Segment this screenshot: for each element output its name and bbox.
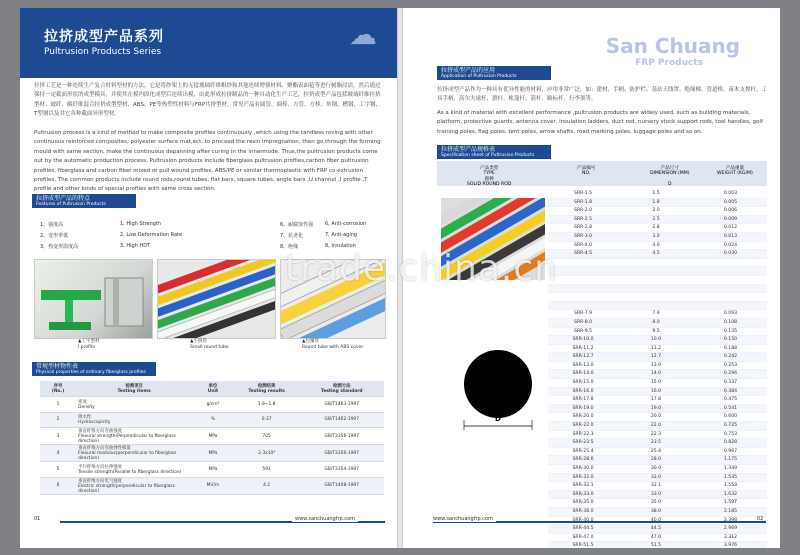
table-cell: 0.012	[723, 225, 738, 231]
table-cell: SRR-4.5	[573, 251, 593, 257]
table-cell: SRR-44.5	[572, 526, 594, 532]
table-cell: 30.0	[650, 466, 662, 471]
table-row	[548, 413, 767, 422]
table-cell: 0.188	[723, 345, 738, 351]
page-number: 01	[34, 516, 41, 522]
table-cell: SRR-32.1	[572, 483, 594, 489]
table-cell: 4.5	[652, 251, 660, 257]
table-cell: 2.5	[652, 216, 660, 222]
table-cell: 0.967	[723, 448, 738, 454]
table-cell: SRR-17.8	[572, 397, 594, 403]
page-number: 02	[757, 516, 764, 522]
table-cell: MPa	[192, 445, 234, 462]
table-cell: MV/m	[192, 477, 234, 494]
table-cell: SRR-38.0	[572, 508, 594, 514]
table-cell: 0.37	[234, 412, 300, 428]
table-row	[548, 534, 767, 543]
table-cell: 705	[234, 428, 300, 445]
table-cell: 32.0	[650, 474, 662, 480]
features-heading: 拉挤成型产品的特点 Features of Pultrusion Products	[32, 194, 136, 208]
table-cell: 19.0	[650, 405, 662, 411]
table-cell: GB/T1463-1997	[299, 397, 384, 413]
table-cell	[694, 267, 767, 275]
application-cn: 拉挤成型产品作为一种具有优异性能的材料，应用非常广泛，如：建材、手柄、防护栏、基站天线罩、绝缘梯、管道桥、苗木支撑杆、工具手柄、高尔夫球杆、旗杆、帐篷杆、箭杆、路标杆、行李架等。	[437, 87, 768, 103]
table-row	[40, 428, 384, 445]
table-cell: 1.597	[723, 500, 738, 506]
table-row	[548, 293, 767, 302]
brand-logo-text: San Chuang	[605, 34, 740, 58]
table-cell: SRR-2.8	[573, 225, 593, 231]
intro-cn: 拉挤工艺是一种连续生产复合材料型材的方法，它是将纱架上的无捻玻璃纤维粗纱和其他连续增强材料、聚酯表面毡等进行树脂浸渍，然后通过保持一定截面形状的成型模具，并使其在模内固化成型后连续出模，由此形成拉挤制品的一种自动化生产工艺。拉挤成型产品包括玻璃纤维拉挤型材、玻纤、碳纤维混合拉挤成型型材、ABS、PE等热塑性材料与FRP共挤型材，常见产品有圆管、圆棒、方管、方棒、角钢、槽钢、工字钢、T型钢以及其它各种截面异形型材。	[34, 83, 382, 118]
table-cell: GB/T1462-1997	[299, 412, 384, 428]
table-cell: 1.175	[723, 457, 738, 463]
i-profile-image	[34, 259, 153, 339]
feature-en: 3, High HDT	[120, 243, 151, 249]
table-row	[548, 362, 767, 371]
application-heading: 拉挤成型产品的应用 Application of Pultrusion Products	[437, 66, 551, 80]
table-cell: SRR-2.0	[573, 208, 593, 214]
properties-table	[40, 381, 384, 495]
table-cell: SRR-25.4	[572, 448, 594, 454]
table-cell: 0.013	[723, 233, 738, 239]
table-row	[40, 397, 384, 413]
table-cell: 2.185	[723, 508, 738, 514]
table-cell: SRR-32.0	[572, 474, 594, 480]
table-cell: 12.7	[650, 354, 662, 360]
table-cell: GB/T1408-1997	[299, 477, 384, 494]
feature-en: 6, Anti-corrosion	[325, 221, 367, 227]
table-cell: 8.0	[652, 319, 660, 325]
caption-small-tube: ▲小圆管 Small round tube	[190, 339, 229, 350]
table-row	[548, 465, 767, 474]
table-cell: 6	[40, 477, 76, 494]
table-cell: 2.8	[652, 225, 660, 231]
table-cell	[618, 259, 694, 267]
table-row	[548, 379, 767, 388]
table-cell	[548, 302, 618, 310]
table-cell: 0.753	[723, 431, 738, 437]
table-cell: SRR-30.0	[572, 466, 594, 471]
table-cell: 0.828	[723, 440, 738, 446]
column-header: 检测方法 Testing standard	[299, 381, 384, 397]
brand-sub-text: FRP Products	[635, 58, 703, 68]
table-cell: GB/T3354-1997	[299, 462, 384, 478]
table-row	[548, 336, 767, 345]
table-cell: 1.9~1.8	[234, 397, 300, 413]
table-cell: GB/T3356-1997	[299, 428, 384, 445]
table-cell: 4.2	[234, 477, 300, 494]
table-cell: 0.541	[723, 405, 738, 411]
table-cell: 10.0	[650, 337, 662, 343]
table-cell: SRR-23.5	[572, 440, 594, 446]
table-cell	[548, 293, 618, 301]
table-cell: 0.003	[723, 191, 738, 196]
table-cell: g/cm³	[192, 397, 234, 413]
table-cell: 1.553	[723, 483, 738, 489]
table-row	[548, 474, 767, 483]
table-cell: 591	[234, 462, 300, 478]
table-cell: 38.0	[650, 508, 662, 514]
table-cell: 32.1	[650, 483, 662, 489]
properties-heading: 常规型材物性表 Physical properties of ordinary fiberglass profiles	[32, 362, 156, 376]
page-title-en: Pultrusion Products Series	[44, 47, 162, 57]
table-cell: 0.009	[723, 216, 738, 222]
table-cell: SRR-8.0	[573, 319, 593, 325]
table-cell: 17.8	[650, 397, 662, 403]
table-row	[548, 250, 767, 259]
table-cell: SRR-20.0	[572, 414, 594, 420]
table-row	[548, 508, 767, 517]
column-header: 检测结果 Testing results	[234, 381, 300, 397]
table-cell: GB/T3356-1997	[299, 445, 384, 462]
column-header: 产品类型 TYPE 圆棒 SOLID ROUND ROD	[467, 166, 512, 187]
table-cell: SRR-1.8	[573, 199, 593, 205]
table-cell: 0.024	[723, 242, 738, 248]
table-row	[548, 285, 767, 294]
table-cell: SRR-12.7	[572, 354, 594, 360]
table-row	[548, 199, 767, 208]
table-cell: SRR-1.5	[573, 191, 593, 196]
table-cell: %	[192, 412, 234, 428]
table-row	[548, 276, 767, 285]
table-row	[548, 491, 767, 500]
table-cell: SRR-7.9	[573, 311, 593, 317]
table-row	[548, 233, 767, 242]
table-row	[548, 267, 767, 276]
table-cell: 28.0	[650, 457, 662, 463]
table-cell: 16.0	[650, 388, 662, 394]
table-cell	[618, 267, 694, 275]
table-cell: 0.093	[723, 311, 738, 317]
table-row	[548, 370, 767, 379]
table-row	[548, 190, 767, 199]
cross-section-diagram	[458, 344, 538, 436]
table-cell: SRR-19.0	[572, 405, 594, 411]
table-cell: 14.0	[650, 371, 662, 377]
feature-en: 2, Low Deformation Rate	[120, 232, 183, 238]
table-row	[548, 207, 767, 216]
table-cell: 3.0	[652, 233, 660, 239]
table-cell: SRR-11.2	[572, 345, 594, 351]
table-cell: 13.0	[650, 362, 662, 368]
table-cell: 1.5	[652, 191, 660, 196]
table-cell: SRR-47.0	[572, 534, 594, 540]
caption-abs-tube: ▲包覆管 Round tube with ABS cover	[302, 339, 364, 350]
table-row	[548, 345, 767, 354]
table-cell: 9.5	[652, 328, 660, 334]
feature-cn: 2、变形率低	[40, 233, 69, 239]
table-row	[548, 431, 767, 440]
table-cell: 35.0	[650, 500, 662, 506]
table-cell: 2.0	[652, 208, 660, 214]
table-cell: 3.976	[723, 543, 738, 548]
table-cell: 0.253	[723, 362, 738, 368]
column-header: 序号 (No.)	[40, 381, 76, 397]
table-cell: MPa	[192, 428, 234, 445]
table-cell	[548, 285, 618, 293]
table-row	[548, 216, 767, 225]
table-cell: 7.9	[652, 311, 660, 317]
feature-en: 8, Insulation	[325, 243, 356, 249]
table-cell: SRR-28.0	[572, 457, 594, 463]
table-row	[548, 405, 767, 414]
table-cell: 3.312	[723, 534, 738, 540]
table-cell: 2.969	[723, 526, 738, 532]
table-row	[548, 396, 767, 405]
table-cell: 1.632	[723, 491, 738, 497]
table-cell: 0.475	[723, 397, 738, 403]
table-row	[548, 242, 767, 251]
cloud-swirl-icon: ☁	[349, 18, 377, 51]
table-cell: SRR-10.0	[572, 337, 594, 343]
table-cell: 15.0	[650, 380, 662, 386]
table-row	[548, 310, 767, 319]
feature-en: 1, High Strength	[120, 221, 162, 227]
table-cell: SRR-15.0	[572, 380, 594, 386]
table-cell: SRR-4.0	[573, 242, 593, 248]
table-row	[548, 456, 767, 465]
table-row	[548, 499, 767, 508]
table-cell: 1	[40, 397, 76, 413]
table-cell: SRR-16.0	[572, 388, 594, 394]
spec-table-header	[437, 161, 767, 186]
table-cell: 33.0	[650, 491, 662, 497]
table-cell: 11.2	[650, 345, 662, 351]
table-row	[548, 525, 767, 534]
table-row	[548, 224, 767, 233]
table-cell: SRR-22.0	[572, 423, 594, 429]
table-cell: 1.8	[652, 199, 660, 205]
table-row	[548, 542, 767, 548]
table-cell: SRR-9.5	[573, 328, 593, 334]
feature-cn: 1、强度高	[40, 222, 64, 228]
table-cell: 0.294	[723, 371, 738, 377]
table-row	[548, 319, 767, 328]
column-header: 产品尺寸 DIMENSION (MM) D	[650, 166, 690, 187]
table-cell: 23.5	[650, 440, 662, 446]
table-cell	[618, 302, 694, 310]
feature-cn: 8、绝缘	[280, 244, 299, 250]
table-cell	[548, 259, 618, 267]
table-row	[548, 439, 767, 448]
table-cell: 0.600	[723, 414, 738, 420]
table-cell: SRR-33.0	[572, 491, 594, 497]
diameter-label: D	[495, 415, 501, 423]
table-cell: 0.242	[723, 354, 738, 360]
table-cell	[694, 285, 767, 293]
table-cell	[694, 259, 767, 267]
footer-url[interactable]: www.sanchuangfrp.com	[292, 516, 358, 522]
table-cell: MPa	[192, 462, 234, 478]
table-row	[40, 412, 384, 428]
application-en: As a kind of material with excellent performance ,pultrusion products are widely used, such as building materials, platform, protective guards, antenna cover, insulation ladders, duct rod, nursery stock support rods, tool handles, golf training poles, flag poles, tent poles, arrow shafts, road marking poles, luggage poles and so on.	[437, 110, 763, 135]
table-cell: SRR-3.0	[573, 233, 593, 239]
table-row	[548, 482, 767, 491]
table-cell: SRR-14.0	[572, 371, 594, 377]
table-cell: 0.006	[723, 208, 738, 214]
feature-cn: 3、热变形温度高	[40, 244, 79, 250]
table-cell: SRR-35.0	[572, 500, 594, 506]
table-cell: 0.725	[723, 423, 738, 429]
table-cell: SRR-2.5	[573, 216, 593, 222]
table-cell: 22.0	[650, 423, 662, 429]
column-header: 产品重量 WEIGHT (KG/M)	[717, 166, 753, 176]
table-cell: 5	[40, 462, 76, 478]
table-cell: 1.349	[723, 466, 738, 471]
feature-en: 7, Anti-aging	[325, 232, 358, 238]
column-header: 单位 Unit	[192, 381, 234, 397]
feature-cn: 7、抗老化	[280, 233, 304, 239]
table-cell: 22.3	[650, 431, 662, 437]
intro-en: Pultrusion process is a kind of method to make composite profiles continuously ,which using the tandless roving with other continuous reinforced composites, polyester surface mat,ect. to proceed the resin impregnation, then go through the forming mould with same section, make the continuous depanning after curing in the innermode. Thus,the pultrusion products come out by the automatic production process. Pultrusion products include fiberglass pultrusion profiles,carbon fiber pultrusion profiles, fiberglass and carbon fiber mixed or pull wound profiles, ABS/PE or similar thermoplastic with FRP co-extrusion profiles. The common products include round rods,round tubes, flat bars, square tubes, angle bars ,U channel ,I profile ,T profile and other kinds of special profiles with same cross section.	[34, 130, 381, 193]
table-cell: 2.3x10⁴	[234, 445, 300, 462]
table-row	[548, 448, 767, 457]
table-cell	[618, 285, 694, 293]
feature-cn: 6、耐腐蚀性强	[280, 222, 314, 228]
table-cell	[618, 276, 694, 284]
table-cell: SRR-22.3	[572, 431, 594, 437]
left-header-banner	[20, 8, 397, 78]
spec-heading: 拉挤成型产品规格表 Specification sheet of Pultrusion Products	[437, 145, 551, 159]
table-row	[548, 388, 767, 397]
table-row	[40, 445, 384, 462]
table-cell	[548, 276, 618, 284]
table-cell: 3	[40, 428, 76, 445]
table-cell: 4.0	[652, 242, 660, 248]
caption-i-profile: ▲工字型材 I profile	[78, 339, 100, 350]
table-cell: 垂直纤维方向弯曲强度 Flexural strength(Perpendicular to fiberglass direction)	[76, 428, 192, 445]
table-cell: 0.135	[723, 328, 738, 334]
table-row	[548, 353, 767, 362]
table-cell: 44.5	[650, 526, 662, 532]
table-cell: 0.384	[723, 388, 738, 394]
table-cell: SRR-13.0	[572, 362, 594, 368]
page-title-cn: 拉挤成型产品系列	[44, 29, 164, 45]
table-cell	[694, 302, 767, 310]
table-row	[548, 328, 767, 337]
spec-table-body	[548, 190, 767, 548]
table-header-row	[40, 381, 384, 397]
table-cell	[694, 293, 767, 301]
table-cell: 0.108	[723, 319, 738, 325]
table-cell: 吸水性 Hydroscopicity	[76, 412, 192, 428]
table-row	[40, 477, 384, 494]
column-header: 产品编号 NO.	[577, 166, 596, 176]
table-cell: 垂直纤维方向弯曲弹性模量 Flexural modulus(perpendicular to fiberglass direction)	[76, 445, 192, 462]
table-cell: 垂直纤维方向电气强度 Electric strength(perpendicular to fiberglass direction)	[76, 477, 192, 494]
small-round-tube-image	[157, 259, 276, 339]
table-cell: 51.5	[650, 543, 662, 548]
footer-url[interactable]: www.sanchuangfrp.com	[433, 516, 496, 522]
table-cell: 0.030	[723, 251, 738, 257]
table-row	[548, 259, 767, 268]
table-cell	[548, 267, 618, 275]
table-cell: 0.150	[723, 337, 738, 343]
column-header: 检测项目 Testing items	[76, 381, 192, 397]
table-cell: 25.4	[650, 448, 662, 454]
watermark-text: trade.china.cn	[285, 248, 558, 289]
table-cell: 平行纤维方向拉伸强度 Tensile strength(Parallel to fiberglass direction)	[76, 462, 192, 478]
table-cell: 2	[40, 412, 76, 428]
table-cell: 0.337	[723, 380, 738, 386]
table-cell: 0.005	[723, 199, 738, 205]
table-cell: 1.535	[723, 474, 738, 480]
table-cell	[694, 276, 767, 284]
table-row	[548, 422, 767, 431]
table-cell: 4	[40, 445, 76, 462]
table-row	[40, 462, 384, 478]
table-cell: SRR-51.5	[572, 543, 594, 548]
table-cell	[618, 293, 694, 301]
table-cell: 密度 Density	[76, 397, 192, 413]
table-cell: 20.0	[650, 414, 662, 420]
table-row	[548, 302, 767, 311]
table-cell: 47.0	[650, 534, 662, 540]
